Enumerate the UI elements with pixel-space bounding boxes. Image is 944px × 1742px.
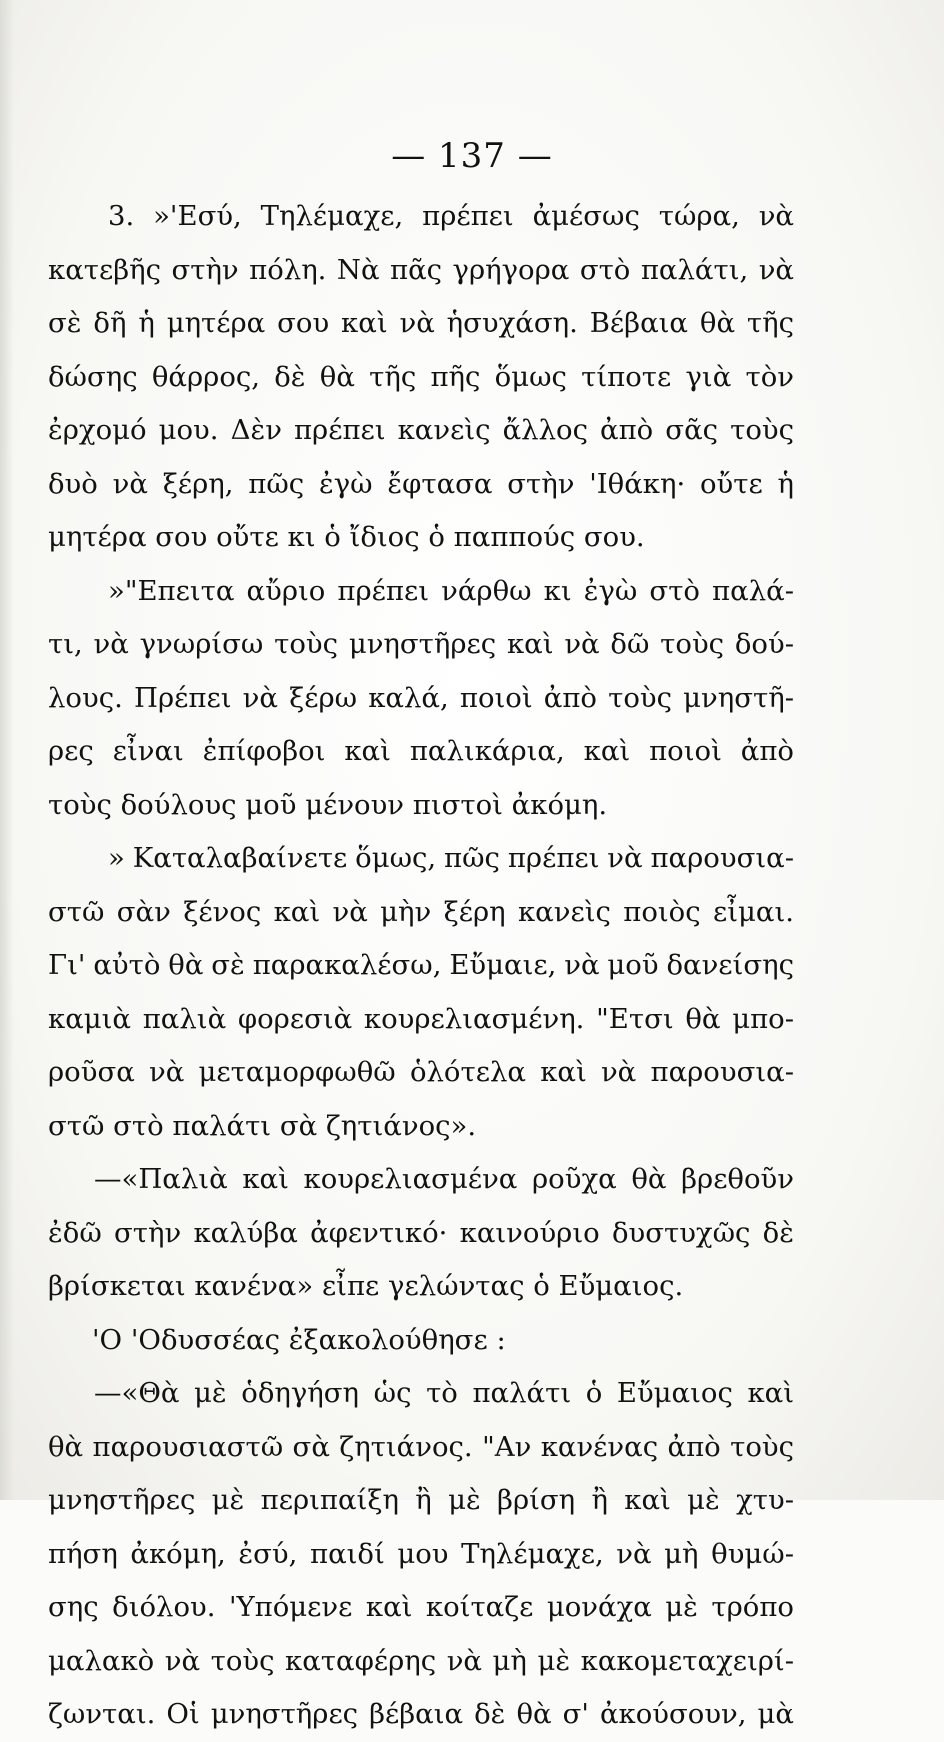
text-line: »"Επειτα αὔριο πρέπει νάρθω κι ἐγὼ στὸ παλά-: [108, 574, 794, 607]
text-line: θὰ παρουσιαστῶ σὰ ζητιάνος. "Αν κανένας ἀπὸ τοὺς: [48, 1430, 794, 1463]
text-line: 'Ο 'Οδυσσέας ἐξακολούθησε :: [92, 1323, 506, 1356]
page-number: — 137 —: [391, 136, 553, 176]
text-line: σὲ δῆ ἡ μητέρα σου καὶ νὰ ἡσυχάση. Βέβαια θὰ τῆς: [48, 307, 794, 339]
text-line: ροῦσα νὰ μεταμορφωθῶ ὁλότελα καὶ νὰ παρουσια-: [48, 1056, 794, 1088]
body-text: [48, 190, 794, 1742]
text-line: κατεβῆς στὴν πόλη. Νὰ πᾶς γρήγορα στὸ παλάτι, νὰ: [48, 253, 794, 286]
text-line: ρες εἶναι ἐπίφοβοι καὶ παλικάρια, καὶ ποιοὶ ἀπὸ: [48, 735, 794, 767]
text-line: » Καταλαβαίνετε ὅμως, πῶς πρέπει νὰ παρουσια-: [108, 842, 794, 874]
text-line: —«Παλιὰ καὶ κουρελιασμένα ροῦχα θὰ βρεθοῦν: [94, 1163, 794, 1195]
text-line: Γι' αὐτὸ θὰ σὲ παρακαλέσω, Εὔμαιε, νὰ μοῦ δανείσης: [48, 949, 794, 981]
page-edge-shadow: [0, 0, 14, 1500]
text-line: δώσης θάρρος, δὲ θὰ τῆς πῆς ὅμως τίποτε γιὰ τὸν: [48, 360, 794, 393]
text-line: τι, νὰ γνωρίσω τοὺς μνηστῆρες καὶ νὰ δῶ τοὺς δού-: [48, 628, 794, 660]
text-line: μαλακὸ νὰ τοὺς καταφέρης νὰ μὴ μὲ κακομεταχειρί-: [48, 1644, 794, 1677]
text-line: ζωνται. Οἱ μνηστῆρες βέβαια δὲ θὰ σ' ἀκούσουν, μὰ: [48, 1698, 794, 1730]
text-line: σης διόλου. 'Υπόμενε καὶ κοίταζε μονάχα μὲ τρόπο: [48, 1591, 794, 1623]
text-line: τοὺς δούλους μοῦ μένουν πιστοὶ ἀκόμη.: [48, 788, 608, 821]
text-line: μητέρα σου οὔτε κι ὁ ἴδιος ὁ παππούς σου.: [48, 521, 645, 553]
text-line: 3. »'Εσύ, Τηλέμαχε, πρέπει ἀμέσως τώρα, νὰ: [108, 200, 794, 232]
text-line: —«Θὰ μὲ ὁδηγήση ὡς τὸ παλάτι ὁ Εὔμαιος καὶ: [94, 1377, 794, 1409]
text-line: στῶ στὸ παλάτι σὰ ζητιάνος».: [48, 1109, 477, 1142]
text-line: μνηστῆρες μὲ περιπαίξη ἢ μὲ βρίση ἢ καὶ μὲ χτυ-: [48, 1484, 794, 1516]
text-line: λους. Πρέπει νὰ ξέρω καλά, ποιοὶ ἀπὸ τοὺς μνηστῆ-: [48, 681, 794, 714]
text-line: βρίσκεται κανένα» εἶπε γελώντας ὁ Εὔμαιος.: [48, 1270, 684, 1302]
text-line: καμιὰ παλιὰ φορεσιὰ κουρελιασμένη. "Ετσι θὰ μπο-: [48, 1002, 794, 1035]
text-line: στῶ σὰν ξένος καὶ νὰ μὴν ξέρη κανεὶς ποιὸς εἶμαι.: [48, 895, 794, 928]
text-line: δυὸ νὰ ξέρη, πῶς ἐγὼ ἔφτασα στὴν 'Ιθάκη· οὔτε ἡ: [48, 467, 794, 500]
text-line: πήση ἀκόμη, ἐσύ, παιδί μου Τηλέμαχε, νὰ μὴ θυμώ-: [48, 1537, 794, 1570]
text-line: ἐδῶ στὴν καλύβα ἀφεντικό· καινούριο δυστυχῶς δὲ: [48, 1216, 794, 1249]
text-line: ἐρχομό μου. Δὲν πρέπει κανεὶς ἄλλος ἀπὸ σᾶς τοὺς: [48, 414, 794, 446]
